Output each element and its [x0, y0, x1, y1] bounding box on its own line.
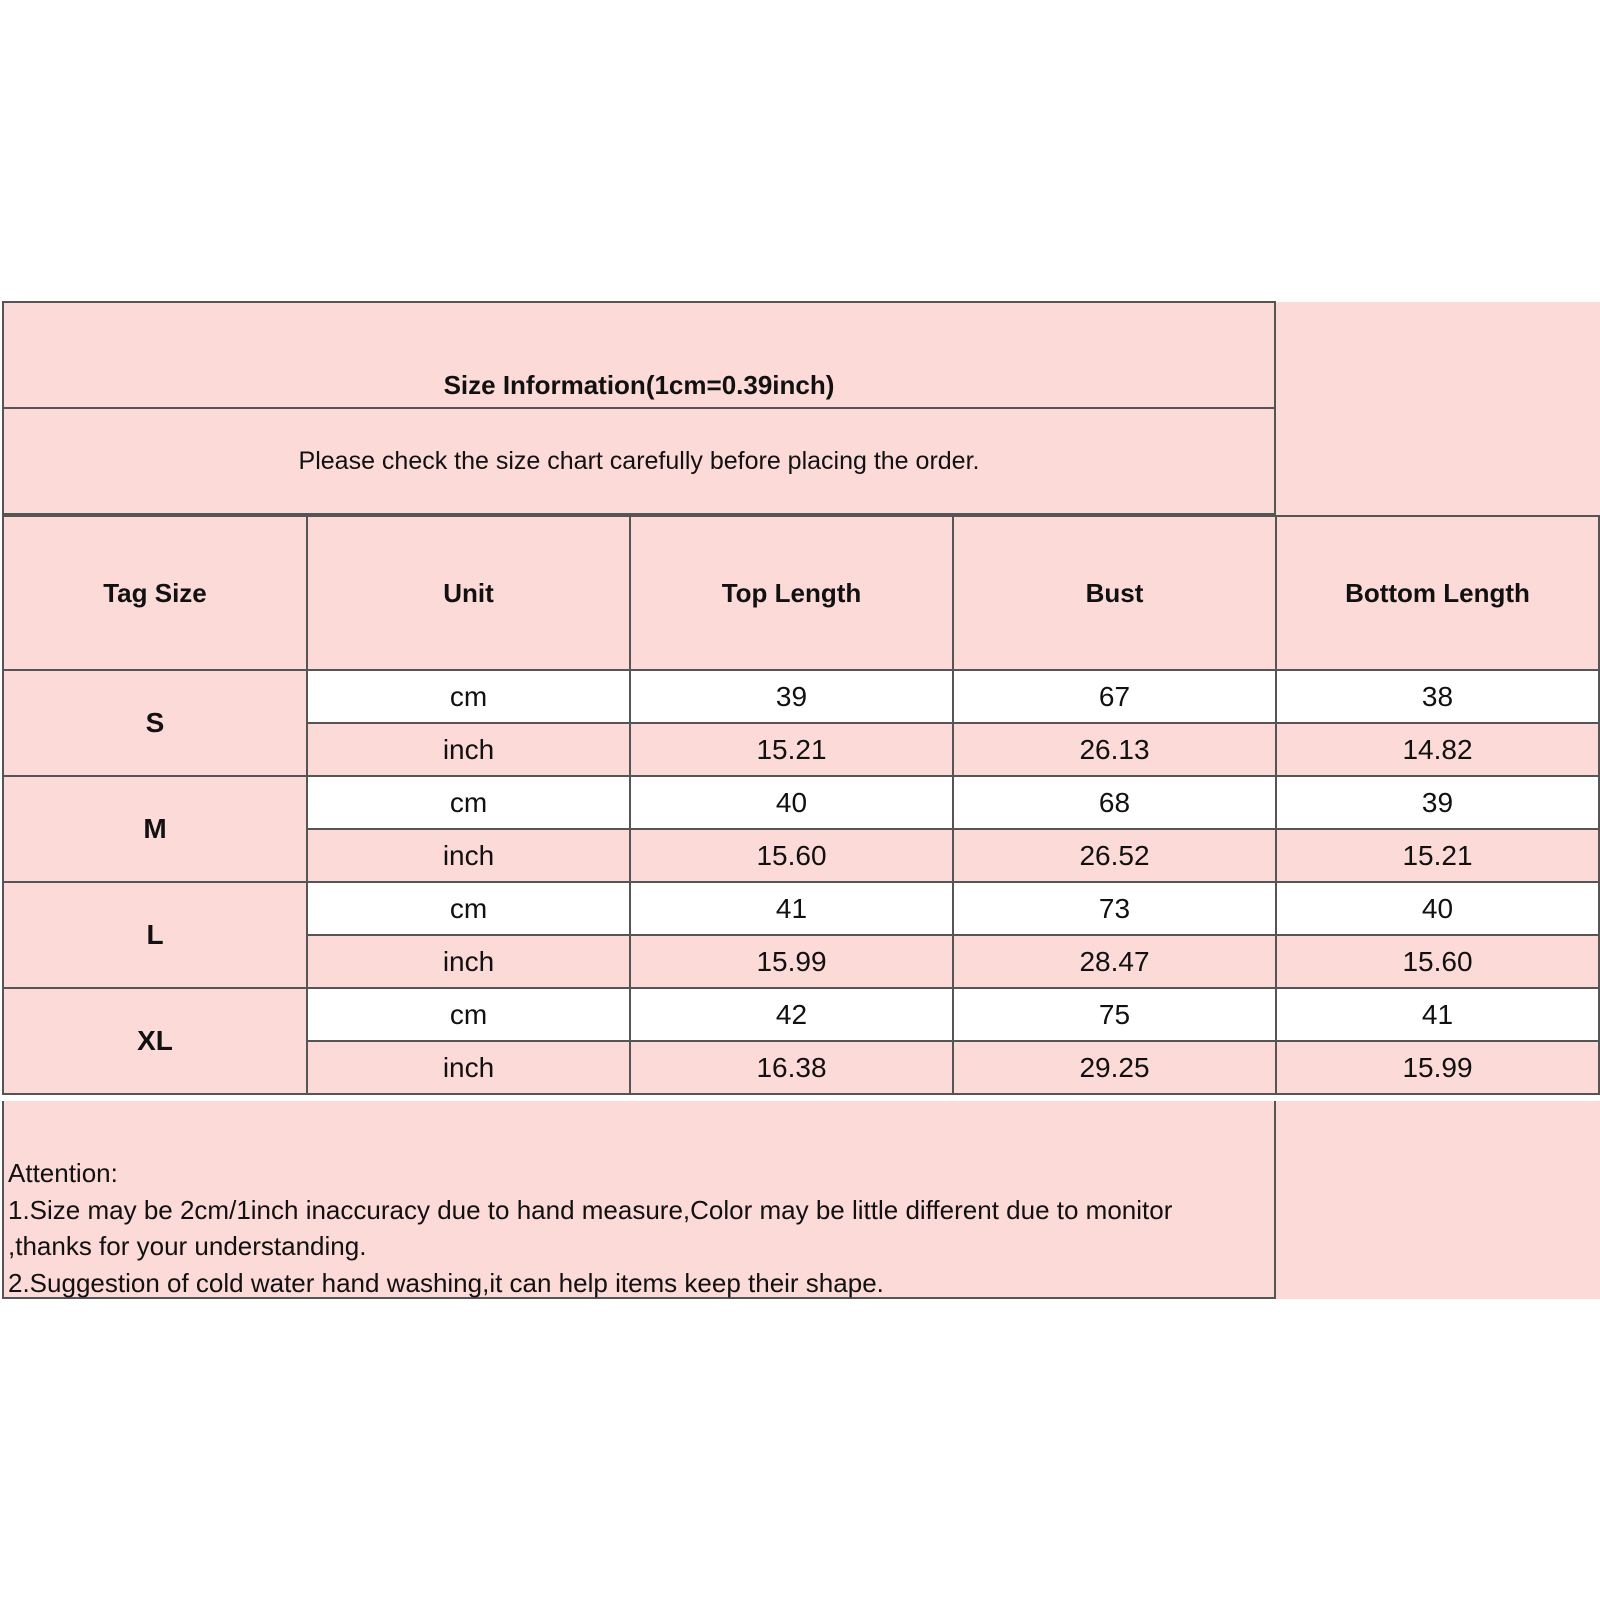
tag-size-cell: L: [3, 882, 307, 988]
notice-banner: [2, 407, 1276, 515]
bottom-length-cell: 15.60: [1276, 935, 1599, 988]
table-row: [3, 988, 1599, 1041]
top-length-cell: 42: [630, 988, 953, 1041]
unit-cell: inch: [307, 829, 630, 882]
table-row: [3, 776, 1599, 829]
unit-cell: cm: [307, 882, 630, 935]
table-row: [3, 670, 1599, 723]
bottom-length-cell: 15.99: [1276, 1041, 1599, 1094]
bottom-length-cell: 40: [1276, 882, 1599, 935]
title-banner: [2, 301, 1276, 409]
table-row: [3, 882, 1599, 935]
top-length-cell: 15.60: [630, 829, 953, 882]
bust-cell: 67: [953, 670, 1276, 723]
bust-cell: 75: [953, 988, 1276, 1041]
tag-size-cell: XL: [3, 988, 307, 1094]
attention-heading: Attention:: [8, 1158, 118, 1188]
size-chart-title: Size Information(1cm=0.39inch): [443, 370, 835, 400]
unit-cell: inch: [307, 935, 630, 988]
tag-size-cell: M: [3, 776, 307, 882]
size-table: [2, 515, 1600, 1095]
top-length-cell: 15.21: [630, 723, 953, 776]
pink-margin-top: [1276, 302, 1600, 515]
header-unit: Unit: [307, 516, 630, 670]
unit-cell: cm: [307, 988, 630, 1041]
bust-cell: 29.25: [953, 1041, 1276, 1094]
bust-cell: 68: [953, 776, 1276, 829]
unit-cell: cm: [307, 670, 630, 723]
unit-cell: inch: [307, 1041, 630, 1094]
bottom-length-cell: 14.82: [1276, 723, 1599, 776]
header-top-length: Top Length: [630, 516, 953, 670]
attention-line: 1.Size may be 2cm/1inch inaccuracy due to hand measure,Color may be little different due to monitor: [8, 1194, 1173, 1225]
table-header-row: [3, 516, 1599, 670]
bust-cell: 26.52: [953, 829, 1276, 882]
top-length-cell: 39: [630, 670, 953, 723]
top-length-cell: 15.99: [630, 935, 953, 988]
bottom-length-cell: 39: [1276, 776, 1599, 829]
attention-line: ,thanks for your understanding.: [8, 1231, 367, 1261]
header-tag-size: Tag Size: [3, 516, 307, 670]
tag-size-cell: S: [3, 670, 307, 776]
header-bottom-length: Bottom Length: [1276, 516, 1599, 670]
top-length-cell: 40: [630, 776, 953, 829]
bust-cell: 28.47: [953, 935, 1276, 988]
pink-margin-bottom: [1276, 1101, 1600, 1299]
bottom-length-cell: 41: [1276, 988, 1599, 1041]
top-length-cell: 41: [630, 882, 953, 935]
unit-cell: cm: [307, 776, 630, 829]
bottom-length-cell: 38: [1276, 670, 1599, 723]
bust-cell: 73: [953, 882, 1276, 935]
bust-cell: 26.13: [953, 723, 1276, 776]
top-length-cell: 16.38: [630, 1041, 953, 1094]
attention-section: [2, 1101, 1276, 1299]
unit-cell: inch: [307, 723, 630, 776]
bottom-length-cell: 15.21: [1276, 829, 1599, 882]
size-chart-notice: Please check the size chart carefully before placing the order.: [298, 447, 980, 475]
header-bust: Bust: [953, 516, 1276, 670]
attention-line: 2.Suggestion of cold water hand washing,it can help items keep their shape.: [8, 1267, 884, 1298]
